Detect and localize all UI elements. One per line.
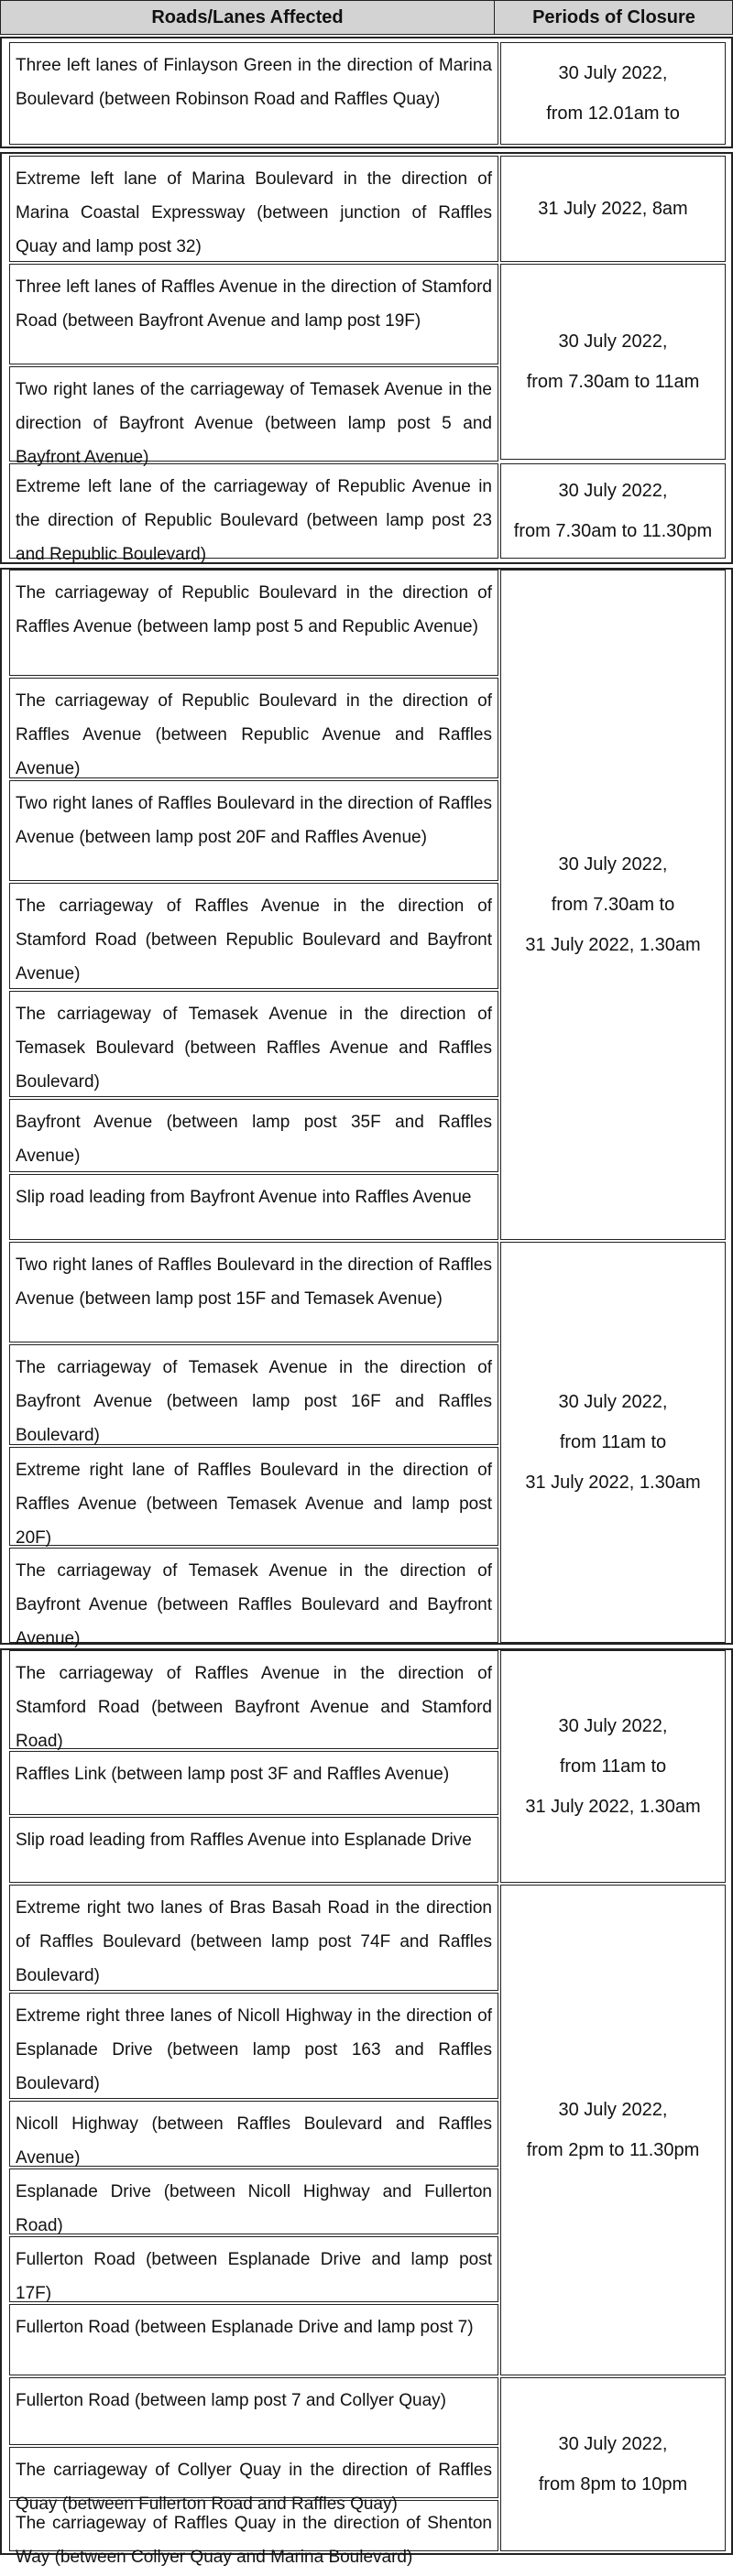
table-row (9, 1817, 498, 1883)
table-row (9, 1174, 498, 1240)
table-row (9, 2101, 498, 2167)
road-description: The carriageway of Republic Boulevard in the direction of Raffles Avenue (between Republic Avenue and Raffles Avenue) (16, 691, 492, 778)
period-line: 30 July 2022, (558, 332, 668, 352)
road-description: Raffles Link (between lamp post 3F and Raffles Avenue) (16, 1765, 450, 1784)
road-description: Fullerton Road (between lamp post 7 and Collyer Quay) (16, 2391, 446, 2410)
road-description: Extreme left lane of the carriageway of Republic Avenue in the direction of Republic Boulevard (between lamp post 23 and Republic Boulevard) (16, 477, 492, 564)
road-description: Nicoll Highway (between Raffles Boulevard and Raffles Avenue) (16, 2114, 492, 2168)
table-row (9, 156, 498, 262)
table-row (9, 991, 498, 1097)
period-line: from 11am to (559, 1432, 667, 1452)
table-row (9, 678, 498, 778)
period-line: from 2pm to 11.30pm (526, 2140, 700, 2160)
closure-period (500, 1650, 726, 1883)
table-row (9, 2447, 498, 2514)
road-description: Two right lanes of Raffles Boulevard in the direction of Raffles Avenue (between lamp post 20F and Raffles Avenue) (16, 794, 492, 847)
table-row (9, 264, 498, 364)
road-description: Slip road leading from Bayfront Avenue into Raffles Avenue (16, 1188, 472, 1207)
closure-period (500, 463, 726, 559)
road-description: The carriageway of Temasek Avenue in the direction of Bayfront Avenue (between lamp post 16F and Raffles Boulevard) (16, 1358, 492, 1445)
period-line: 31 July 2022, 1.30am (525, 935, 701, 955)
period-line: from 7.30am to 11am (526, 372, 700, 392)
table-row (9, 1344, 498, 1445)
closure-period (500, 1242, 726, 1643)
period-line: from 8pm to 10pm (538, 2474, 688, 2494)
period-line: 30 July 2022, (558, 1392, 668, 1412)
road-description: Esplanade Drive (between Nicoll Highway and Fullerton Road) (16, 2182, 492, 2235)
table-row (9, 1447, 498, 1546)
road-description: The carriageway of Raffles Avenue in the direction of Stamford Road (between Republic Boulevard and Bayfront Avenue) (16, 897, 492, 984)
table-row (9, 2500, 498, 2567)
road-description: The carriageway of Collyer Quay in the direction of Raffles Quay (between Fullerton Road and Raffles Quay) (16, 2461, 492, 2514)
period-line: 30 July 2022, (558, 1716, 668, 1736)
table-header (0, 0, 733, 35)
road-description: Fullerton Road (between Esplanade Drive and lamp post 7) (16, 2318, 474, 2337)
table-row (9, 2304, 498, 2375)
table-row (9, 463, 498, 564)
table-row (9, 1751, 498, 1815)
road-description: Extreme right two lanes of Bras Basah Road in the direction of Raffles Boulevard (between lamp post 74F and Raffles Boulevard) (16, 1898, 492, 1985)
road-description: Three left lanes of Raffles Avenue in the direction of Stamford Road (between Bayfront Avenue and lamp post 19F) (16, 277, 492, 331)
road-description: The carriageway of Temasek Avenue in the direction of Bayfront Avenue (between Raffles Boulevard and Bayfront Avenue) (16, 1561, 492, 1648)
road-description: Extreme right three lanes of Nicoll Highway in the direction of Esplanade Drive (between lamp post 163 and Raffles Boulevard) (16, 2006, 492, 2093)
table-row (9, 2168, 498, 2234)
closure-period (500, 42, 726, 145)
table-row (9, 2377, 498, 2445)
closure-period (500, 1885, 726, 2375)
period-line: from 7.30am to 11.30pm (513, 521, 713, 541)
road-description: Three left lanes of Finlayson Green in the direction of Marina Boulevard (between Robinson Road and Raffles Quay) (16, 56, 492, 109)
period-line: from 11am to (559, 1756, 667, 1777)
road-description: The carriageway of Republic Boulevard in the direction of Raffles Avenue (between lamp post 5 and Republic Avenue) (16, 583, 492, 636)
table-row (9, 1548, 498, 1648)
table-row (9, 1993, 498, 2099)
road-description: The carriageway of Raffles Quay in the direction of Shenton Way (between Collyer Quay and Marina Boulevard) (16, 2514, 492, 2567)
period-line: 31 July 2022, 8am (538, 199, 688, 219)
road-description: Fullerton Road (between Esplanade Drive and lamp post 17F) (16, 2250, 492, 2303)
road-description: Two right lanes of Raffles Boulevard in the direction of Raffles Avenue (between lamp post 15F and Temasek Avenue) (16, 1255, 492, 1309)
table-row (9, 570, 498, 676)
table-row (9, 2236, 498, 2302)
closure-period (500, 570, 726, 1240)
table-row (9, 1650, 498, 1749)
header-roads: Roads/Lanes Affected (151, 7, 344, 27)
period-line: 31 July 2022, 1.30am (525, 1797, 701, 1817)
table-row (9, 883, 498, 989)
table-row (9, 1242, 498, 1342)
road-description: Slip road leading from Raffles Avenue into Esplanade Drive (16, 1831, 472, 1850)
table-row (9, 1885, 498, 1991)
road-description: The carriageway of Raffles Avenue in the direction of Stamford Road (between Bayfront Avenue and Stamford Road) (16, 1664, 492, 1751)
table-row (9, 366, 498, 467)
period-line: from 7.30am to (551, 895, 675, 915)
road-description: Bayfront Avenue (between lamp post 35F and Raffles Avenue) (16, 1113, 492, 1166)
table-row (9, 42, 498, 145)
road-description: Two right lanes of the carriageway of Temasek Avenue in the direction of Bayfront Avenue (between lamp post 5 and Bayfront Avenue) (16, 380, 492, 467)
period-line: 31 July 2022, 1.30am (525, 1473, 701, 1493)
period-line: 30 July 2022, (558, 854, 668, 875)
road-description: Extreme left lane of Marina Boulevard in the direction of Marina Coastal Expressway (between junction of Raffles Quay and lamp post 32) (16, 169, 492, 256)
period-line: from 12.01am to (546, 103, 680, 124)
closure-period (500, 2377, 726, 2551)
period-line: 30 July 2022, (558, 63, 668, 83)
period-line: 30 July 2022, (558, 2434, 668, 2454)
closure-period (500, 156, 726, 262)
period-line: 30 July 2022, (558, 2100, 668, 2120)
table-row (9, 1099, 498, 1172)
header-periods: Periods of Closure (494, 1, 733, 34)
road-description: The carriageway of Temasek Avenue in the direction of Temasek Boulevard (between Raffles Avenue and Raffles Boulevard) (16, 1005, 492, 1092)
period-line: 30 July 2022, (558, 481, 668, 501)
road-description: Extreme right lane of Raffles Boulevard in the direction of Raffles Avenue (between Temasek Avenue and lamp post 20F) (16, 1461, 492, 1548)
closure-period (500, 264, 726, 460)
table-row (9, 780, 498, 881)
